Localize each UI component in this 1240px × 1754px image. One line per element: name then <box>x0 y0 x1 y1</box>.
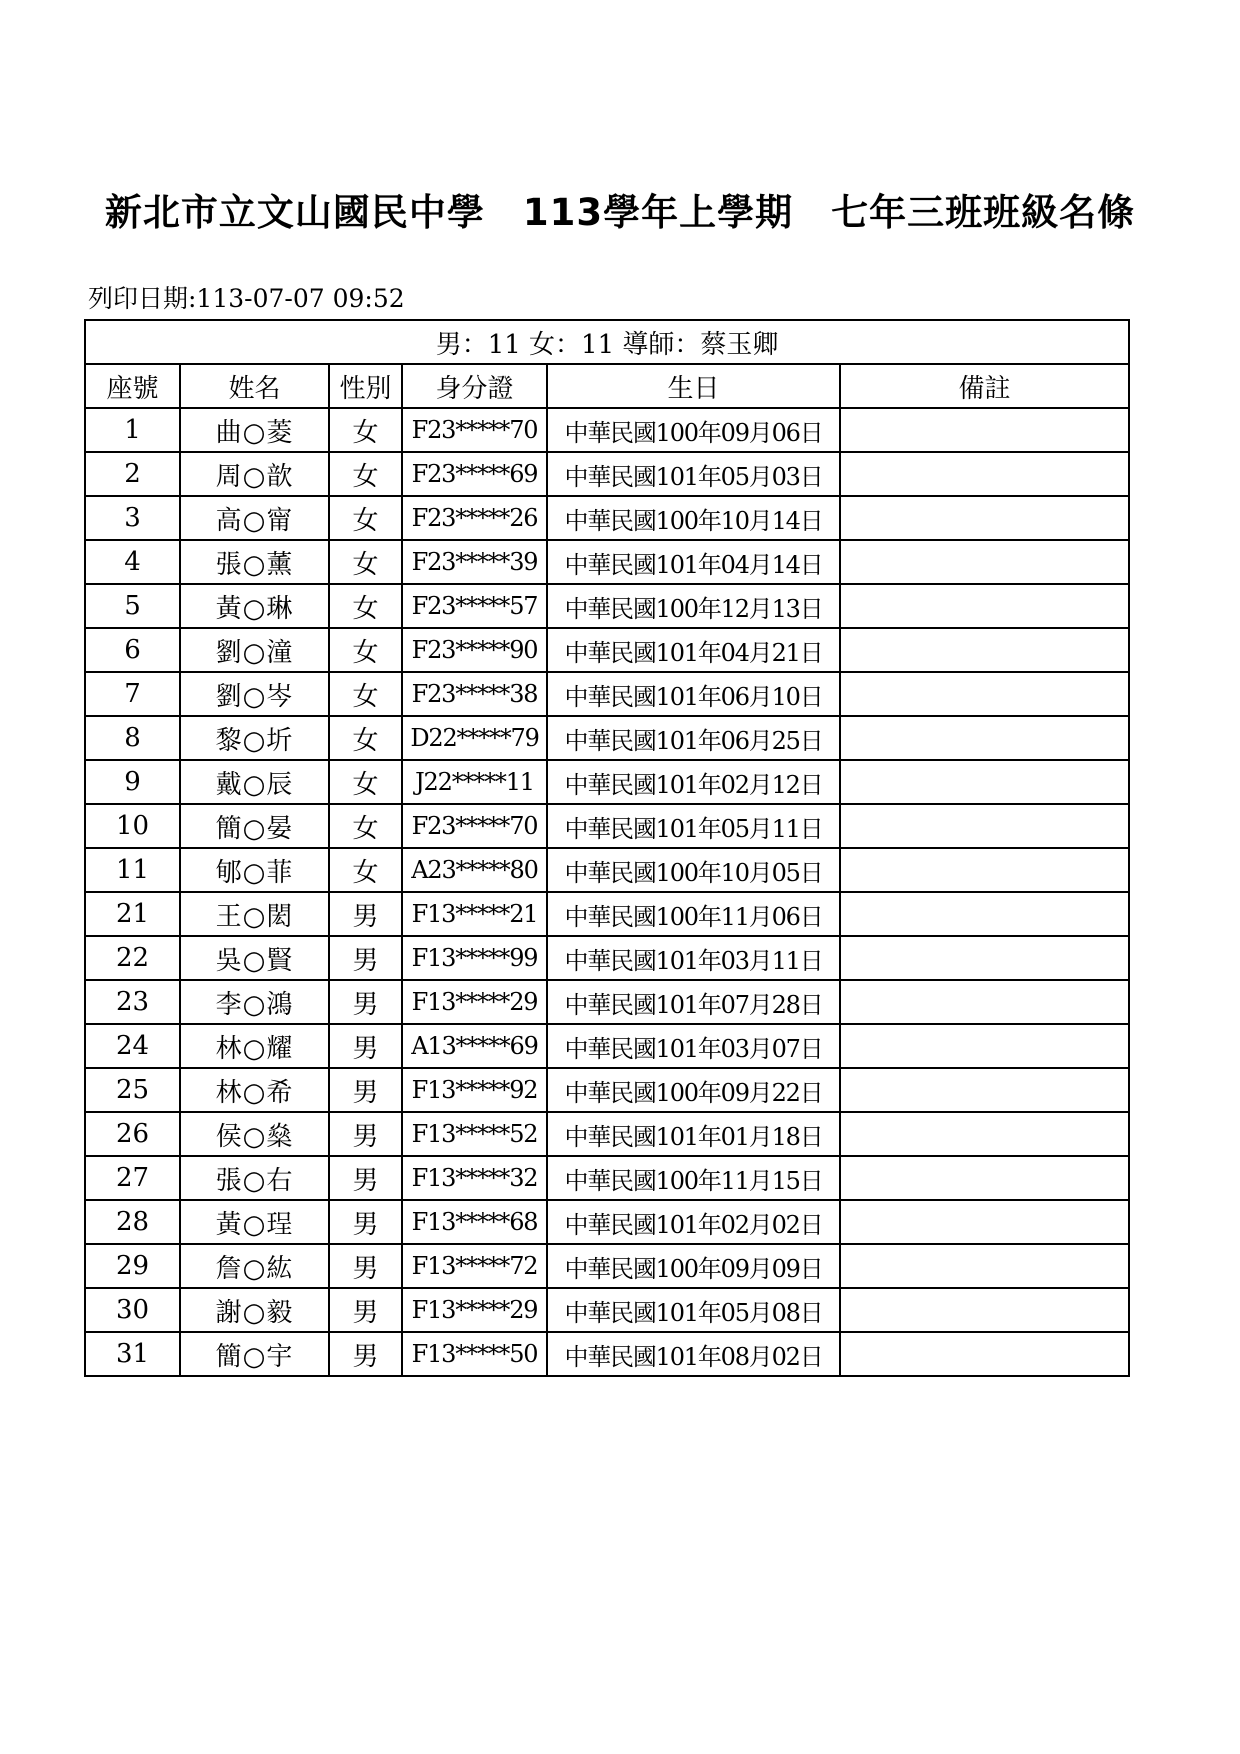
student-name: 詹○紘 <box>180 1244 329 1288</box>
table-row <box>85 1156 1129 1200</box>
student-id: J22*****11 <box>402 760 547 804</box>
table-row <box>85 628 1129 672</box>
student-gender: 女 <box>329 496 402 540</box>
student-note <box>840 408 1129 452</box>
student-gender: 女 <box>329 848 402 892</box>
student-birthdate: 中華民國100年09月22日 <box>547 1068 840 1112</box>
student-id: F13*****99 <box>402 936 547 980</box>
seat-number: 3 <box>85 496 180 540</box>
seat-number: 10 <box>85 804 180 848</box>
seat-number: 22 <box>85 936 180 980</box>
seat-number: 7 <box>85 672 180 716</box>
student-name: 林○耀 <box>180 1024 329 1068</box>
student-name: 劉○潼 <box>180 628 329 672</box>
student-id: F23*****70 <box>402 804 547 848</box>
student-name: 謝○毅 <box>180 1288 329 1332</box>
student-name: 吳○賢 <box>180 936 329 980</box>
student-note <box>840 1024 1129 1068</box>
student-gender: 男 <box>329 980 402 1024</box>
student-note <box>840 1068 1129 1112</box>
student-birthdate: 中華民國100年09月09日 <box>547 1244 840 1288</box>
student-id: F13*****32 <box>402 1156 547 1200</box>
student-gender: 女 <box>329 540 402 584</box>
student-note <box>840 672 1129 716</box>
student-gender: 女 <box>329 408 402 452</box>
student-name: 曲○菱 <box>180 408 329 452</box>
seat-number: 21 <box>85 892 180 936</box>
student-id: F23*****57 <box>402 584 547 628</box>
seat-number: 24 <box>85 1024 180 1068</box>
student-birthdate: 中華民國100年11月15日 <box>547 1156 840 1200</box>
table-row <box>85 980 1129 1024</box>
student-gender: 女 <box>329 672 402 716</box>
table-row <box>85 804 1129 848</box>
student-name: 簡○宇 <box>180 1332 329 1376</box>
student-gender: 男 <box>329 1112 402 1156</box>
table-row <box>85 716 1129 760</box>
student-note <box>840 628 1129 672</box>
student-note <box>840 452 1129 496</box>
seat-number: 27 <box>85 1156 180 1200</box>
student-note <box>840 540 1129 584</box>
student-note <box>840 1112 1129 1156</box>
table-row <box>85 496 1129 540</box>
seat-number: 9 <box>85 760 180 804</box>
student-note <box>840 804 1129 848</box>
header-name: 姓名 <box>180 364 329 408</box>
table-row <box>85 452 1129 496</box>
table-row <box>85 1112 1129 1156</box>
student-gender: 女 <box>329 716 402 760</box>
student-birthdate: 中華民國101年03月07日 <box>547 1024 840 1068</box>
student-id: F23*****26 <box>402 496 547 540</box>
student-id: F13*****68 <box>402 1200 547 1244</box>
seat-number: 1 <box>85 408 180 452</box>
table-row <box>85 584 1129 628</box>
student-gender: 女 <box>329 760 402 804</box>
student-name: 劉○岑 <box>180 672 329 716</box>
table-row <box>85 936 1129 980</box>
seat-number: 4 <box>85 540 180 584</box>
header-gender: 性別 <box>329 364 402 408</box>
student-gender: 男 <box>329 1024 402 1068</box>
table-row <box>85 1244 1129 1288</box>
table-row <box>85 760 1129 804</box>
student-gender: 男 <box>329 892 402 936</box>
student-birthdate: 中華民國101年01月18日 <box>547 1112 840 1156</box>
summary-row <box>85 320 1129 364</box>
table-row <box>85 540 1129 584</box>
roster-body <box>85 408 1129 1376</box>
seat-number: 28 <box>85 1200 180 1244</box>
table-row <box>85 408 1129 452</box>
class-summary: 男：11 女：11 導師：蔡玉卿 <box>85 320 1129 364</box>
student-note <box>840 1156 1129 1200</box>
student-id: F13*****72 <box>402 1244 547 1288</box>
student-name: 簡○晏 <box>180 804 329 848</box>
student-note <box>840 1200 1129 1244</box>
student-gender: 女 <box>329 452 402 496</box>
student-gender: 女 <box>329 628 402 672</box>
seat-number: 5 <box>85 584 180 628</box>
seat-number: 30 <box>85 1288 180 1332</box>
header-note: 備註 <box>840 364 1129 408</box>
student-birthdate: 中華民國101年04月14日 <box>547 540 840 584</box>
student-birthdate: 中華民國100年10月14日 <box>547 496 840 540</box>
student-name: 黎○圻 <box>180 716 329 760</box>
student-name: 黃○琳 <box>180 584 329 628</box>
document-title: 新北市立文山國民中學 113學年上學期 七年三班班級名條 <box>104 191 1136 234</box>
student-birthdate: 中華民國100年12月13日 <box>547 584 840 628</box>
student-id: F23*****38 <box>402 672 547 716</box>
student-name: 戴○辰 <box>180 760 329 804</box>
student-name: 王○閎 <box>180 892 329 936</box>
student-note <box>840 1288 1129 1332</box>
student-birthdate: 中華民國101年06月10日 <box>547 672 840 716</box>
student-note <box>840 1332 1129 1376</box>
seat-number: 26 <box>85 1112 180 1156</box>
student-name: 郇○菲 <box>180 848 329 892</box>
table-row <box>85 1068 1129 1112</box>
student-gender: 男 <box>329 1156 402 1200</box>
student-name: 侯○燊 <box>180 1112 329 1156</box>
student-name: 張○右 <box>180 1156 329 1200</box>
seat-number: 6 <box>85 628 180 672</box>
student-name: 周○歆 <box>180 452 329 496</box>
student-birthdate: 中華民國101年02月02日 <box>547 1200 840 1244</box>
student-id: F23*****69 <box>402 452 547 496</box>
seat-number: 11 <box>85 848 180 892</box>
student-gender: 女 <box>329 584 402 628</box>
student-birthdate: 中華民國101年06月25日 <box>547 716 840 760</box>
header-seat: 座號 <box>85 364 180 408</box>
student-gender: 女 <box>329 804 402 848</box>
student-gender: 男 <box>329 1244 402 1288</box>
table-row <box>85 848 1129 892</box>
seat-number: 25 <box>85 1068 180 1112</box>
student-note <box>840 496 1129 540</box>
student-birthdate: 中華民國101年07月28日 <box>547 980 840 1024</box>
student-birthdate: 中華民國101年04月21日 <box>547 628 840 672</box>
student-gender: 男 <box>329 1332 402 1376</box>
student-id: F23*****70 <box>402 408 547 452</box>
header-row <box>85 364 1129 408</box>
seat-number: 31 <box>85 1332 180 1376</box>
student-gender: 男 <box>329 1068 402 1112</box>
student-id: F13*****92 <box>402 1068 547 1112</box>
seat-number: 8 <box>85 716 180 760</box>
student-gender: 男 <box>329 1288 402 1332</box>
student-birthdate: 中華民國101年08月02日 <box>547 1332 840 1376</box>
student-note <box>840 936 1129 980</box>
student-id: D22*****79 <box>402 716 547 760</box>
student-note <box>840 892 1129 936</box>
student-birthdate: 中華民國100年10月05日 <box>547 848 840 892</box>
table-row <box>85 1024 1129 1068</box>
student-birthdate: 中華民國101年05月03日 <box>547 452 840 496</box>
student-name: 李○鴻 <box>180 980 329 1024</box>
table-row <box>85 1332 1129 1376</box>
class-roster-table <box>84 319 1130 1377</box>
student-id: F13*****21 <box>402 892 547 936</box>
table-row <box>85 672 1129 716</box>
student-birthdate: 中華民國101年05月08日 <box>547 1288 840 1332</box>
student-id: F13*****29 <box>402 980 547 1024</box>
student-birthdate: 中華民國100年11月06日 <box>547 892 840 936</box>
student-birthdate: 中華民國100年09月06日 <box>547 408 840 452</box>
student-birthdate: 中華民國101年02月12日 <box>547 760 840 804</box>
student-id: F23*****39 <box>402 540 547 584</box>
student-name: 林○希 <box>180 1068 329 1112</box>
student-id: A23*****80 <box>402 848 547 892</box>
print-date: 列印日期:113-07-07 09:52 <box>88 284 405 313</box>
student-name: 張○薰 <box>180 540 329 584</box>
student-id: F23*****90 <box>402 628 547 672</box>
student-id: A13*****69 <box>402 1024 547 1068</box>
student-id: F13*****52 <box>402 1112 547 1156</box>
student-id: F13*****29 <box>402 1288 547 1332</box>
seat-number: 23 <box>85 980 180 1024</box>
table-row <box>85 1200 1129 1244</box>
student-note <box>840 760 1129 804</box>
student-note <box>840 848 1129 892</box>
student-note <box>840 716 1129 760</box>
student-birthdate: 中華民國101年05月11日 <box>547 804 840 848</box>
student-name: 黃○珵 <box>180 1200 329 1244</box>
student-id: F13*****50 <box>402 1332 547 1376</box>
student-note <box>840 584 1129 628</box>
header-birth: 生日 <box>547 364 840 408</box>
table-row <box>85 892 1129 936</box>
header-id: 身分證 <box>402 364 547 408</box>
student-note <box>840 980 1129 1024</box>
table-row <box>85 1288 1129 1332</box>
student-gender: 男 <box>329 936 402 980</box>
student-note <box>840 1244 1129 1288</box>
seat-number: 29 <box>85 1244 180 1288</box>
student-gender: 男 <box>329 1200 402 1244</box>
student-name: 高○甯 <box>180 496 329 540</box>
seat-number: 2 <box>85 452 180 496</box>
student-birthdate: 中華民國101年03月11日 <box>547 936 840 980</box>
